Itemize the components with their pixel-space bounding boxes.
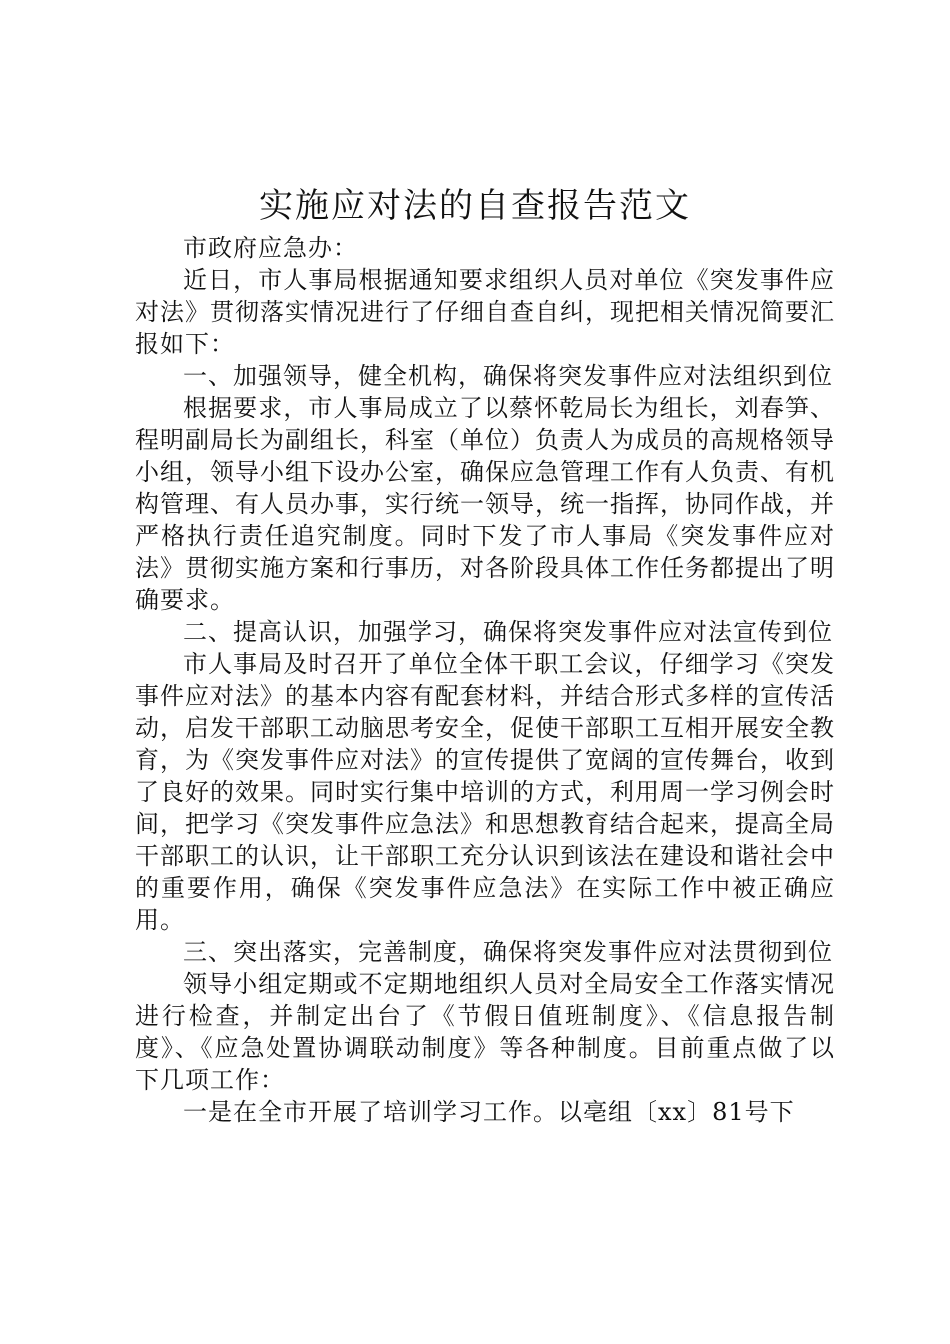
section-heading: 一、加强领导，健全机构，确保将突发事件应对法组织到位 — [183, 362, 833, 390]
paragraph: 近日，市人事局根据通知要求组织人员对单位《突发事件应对法》贯彻落实情况进行了仔细自查自纠，现把相关情况简要汇报如下： — [135, 266, 835, 358]
document-body — [135, 232, 835, 1128]
paragraph: 一是在全市开展了培训学习工作。以亳组〔xx〕81号下 — [183, 1098, 795, 1126]
paragraph: 领导小组定期或不定期地组织人员对全局安全工作落实情况进行检查，并制定出台了《节假日值班制度》、《信息报告制度》、《应急处置协调联动制度》等各种制度。目前重点做了以下几项工作： — [135, 970, 835, 1094]
paragraph: 根据要求，市人事局成立了以蔡怀乾局长为组长，刘春笋、程明副局长为副组长，科室（单位）负责人为成员的高规格领导小组，领导小组下设办公室，确保应急管理工作有人负责、有机构管理、有人员办事，实行统一领导，统一指挥，协同作战，并严格执行责任追究制度。同时下发了市人事局《突发事件应对法》贯彻实施方案和行事历，对各阶段具体工作任务都提出了明确要求。 — [135, 394, 835, 614]
paragraph: 市人事局及时召开了单位全体干职工会议，仔细学习《突发事件应对法》的基本内容有配套材料，并结合形式多样的宣传活动，启发干部职工动脑思考安全，促使干部职工互相开展安全教育，为《突发事件应对法》的宣传提供了宽阔的宣传舞台，收到了良好的效果。同时实行集中培训的方式，利用周一学习例会时间，把学习《突发事件应急法》和思想教育结合起来，提高全局干部职工的认识，让干部职工充分认识到该法在建设和谐社会中的重要作用，确保《突发事件应急法》在实际工作中被正确应用。 — [135, 650, 835, 934]
section-heading: 二、提高认识，加强学习，确保将突发事件应对法宣传到位 — [183, 618, 833, 646]
salutation: 市政府应急办： — [183, 234, 358, 262]
section-heading: 三、突出落实，完善制度，确保将突发事件应对法贯彻到位 — [183, 938, 833, 966]
document-title: 实施应对法的自查报告范文 — [259, 186, 691, 226]
